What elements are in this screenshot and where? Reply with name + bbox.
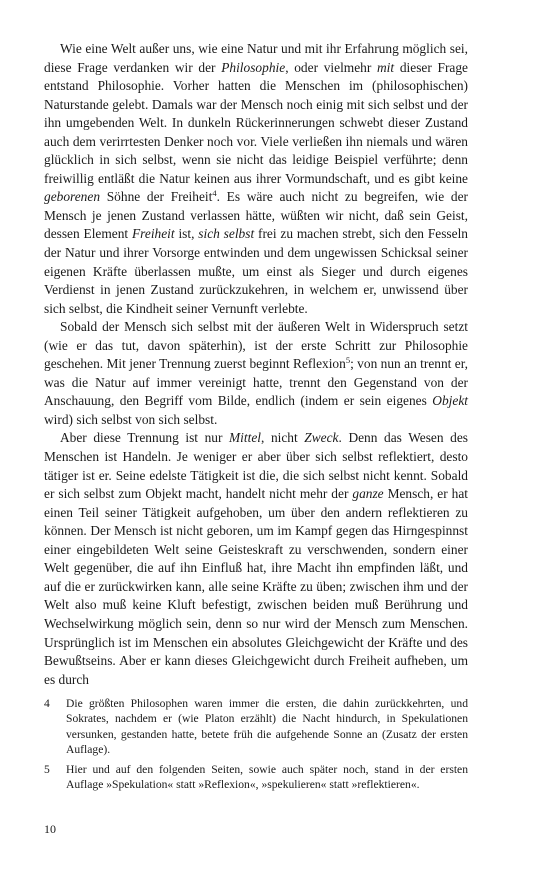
footnote-text: Die größten Philosophen waren immer die ersten, die dahin zurückkehrten, und Sokrates, nachdem er (wie Platon erzählt) die Nacht hindurch, in Spekulationen versunken, gestanden hatte, betete früh die aufgehende Sonne an (Zusatz der ersten Auflage). (66, 697, 468, 756)
paragraph-1 (44, 40, 468, 318)
text-run: . Es wäre auch nicht zu begreifen, wie der Mensch je jenen Zustand verlassen hätte, wüßten wir nicht, daß sein Geist, dessen Element (44, 189, 468, 242)
footnote-4 (44, 696, 468, 757)
text-run: dieser Frage entstand Philosophie. Vorher hatten die Menschen im (philosophischen) Naturstande gelebt. Damals war der Mensch noch einig mit sich selbst und der ihn umgebenden Welt. In dunkeln Rückerinnerungen schwebt dieser Zustand auch dem verirrtesten Denker noch vor. Viele verließen ihn niemals und wären glücklich in sich selbst, wenn sie nicht das leidige Beispiel verführte; denn freiwillig entläßt die Natur keinen aus ihrer Vormundschaft, und es gibt keine (44, 59, 468, 186)
footnote-5 (44, 762, 468, 792)
paragraph-3 (44, 429, 468, 689)
footnote-text: Hier und auf den folgenden Seiten, sowie auch später noch, stand in der ersten Auflage »Spekulation« statt »Reflexion«, »spekulieren« statt »reflektieren«. (66, 762, 468, 792)
text-run: Aber diese Trennung ist nur (60, 430, 230, 446)
text-run: Mensch, er hat einen Teil seiner Tätigkeit aufgehoben, um über den andern reflektieren zu können. Der Mensch ist nicht geboren, um im Kampf gegen das Hirngespinnst einer eingebildeten Welt seine Geisteskraft zu verschwenden, sondern einer Welt gegenüber, die auf ihn Einfluß hat, ihre Macht ihn empfinden läßt, und auf die er zurückwirken kann, alle seine Kräfte zu üben; zwischen ihm und der Welt also muß keine Kluft befestigt, zwischen beiden muß Berührung und Wechselwirkung möglich sein, denn so nur wird der Mensch zum Menschen. Ursprünglich ist im Menschen ein absolutes Gleichgewicht der Kräfte und des Bewußtseins. Aber er kann dieses Gleichgewicht durch Freiheit aufheben, um es durch (44, 486, 468, 687)
footnotes (44, 696, 468, 792)
footnote-ref: 5 (345, 355, 351, 366)
text-run: Sobald der Mensch sich selbst mit der äußeren Welt in Widerspruch setzt (wie er das tut, davon späterhin), ist der erste Schritt zur Philosophie geschehen. Mit jener Trennung zuerst beginnt Reflexion (44, 319, 468, 372)
footnote-number: 4 (44, 697, 50, 711)
emphasis: sich selbst (198, 226, 255, 242)
footnote-ref: 4 (212, 188, 217, 199)
page (44, 40, 468, 797)
emphasis: mit (377, 59, 395, 75)
emphasis: geborenen (44, 189, 101, 205)
text-run: Wie eine Welt außer uns, wie eine Natur und mit ihr Erfahrung möglich sei, diese Frage verdanken wir der (44, 41, 468, 75)
footnote-number: 5 (44, 762, 50, 776)
emphasis: Freiheit (131, 226, 175, 242)
emphasis: Zweck (304, 430, 339, 446)
body-text (44, 40, 468, 689)
text-run: , nicht (261, 430, 305, 446)
emphasis: Mittel (229, 430, 262, 446)
emphasis: Objekt (432, 393, 468, 409)
text-run: Söhne der Freiheit (100, 189, 213, 205)
text-run: frei zu machen strebt, sich den Fesseln der Natur und ihrer Vorsorge entwinden und dem ungewissen Schicksal seiner eigenen Kräfte überlassen mußte, um einst als Sieger und durch eigenes Verdienst in jenen Zustand zurückzukehren, in welchem er, unwissend über sich selbst, die Kindheit seiner Vernunft verlebte. (44, 226, 469, 316)
text-run: ist, (174, 226, 199, 242)
text-run: , oder vielmehr (285, 59, 378, 75)
text-run: . Denn das Wesen des Menschen ist Handeln. Je weniger er aber über sich selbst reflektiert, desto tätiger ist er. Seine edelste Tätigkeit ist die, die sich selbst nicht kennt. Sobald er sich selbst zum Objekt macht, handelt nicht mehr der (44, 430, 468, 502)
text-run: ; von nun an trennt er, was die Natur auf immer vereinigt hatte, trennt den Gegenstand von der Anschauung, den Begriff vom Bilde, endlich (indem er sein eigenes (44, 356, 468, 409)
text-run: wird) sich selbst von sich selbst. (44, 411, 218, 427)
emphasis: ganze (352, 486, 384, 502)
page-number: 10 (44, 822, 56, 836)
emphasis: Philosophie (221, 59, 286, 75)
paragraph-2 (44, 318, 468, 429)
